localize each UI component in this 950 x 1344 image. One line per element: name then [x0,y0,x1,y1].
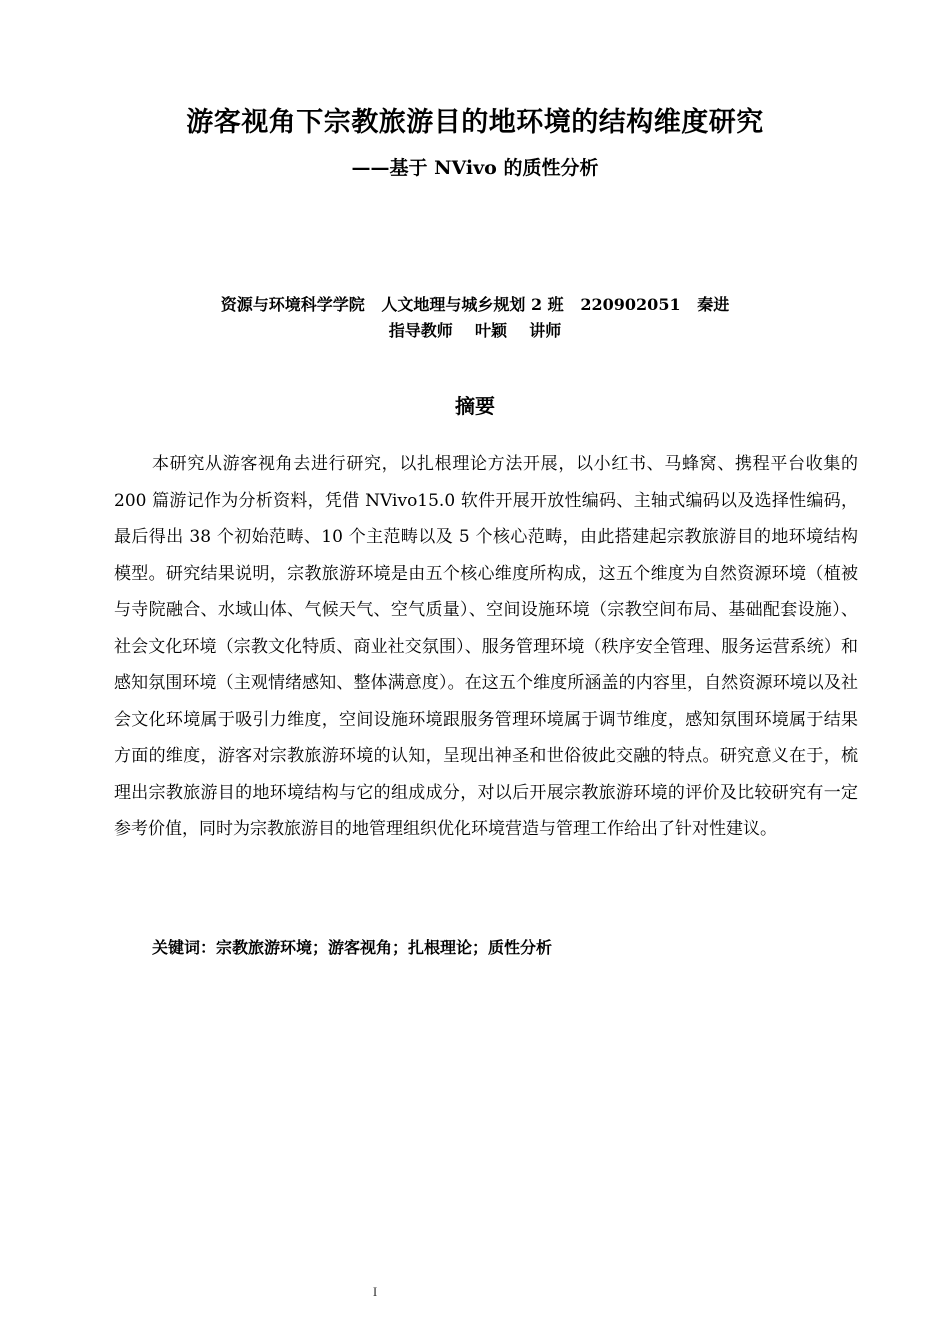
keywords-line: 关键词：宗教旅游环境；游客视角；扎根理论；质性分析 [152,938,553,957]
abstract-body: 本研究从游客视角去进行研究，以扎根理论方法开展，以小红书、马蜂窝、携程平台收集的 200 篇游记作为分析资料，凭借 NVivo15.0 软件开展开放性编码、主轴式编码以及选择性编码，最后得出 38 个初始范畴、10 个主范畴以及 5 个核心范畴，由此搭建起宗教旅游目的地环境结构模型。研究结果说明，宗教旅游环境是由五个核心维度所构成，这五个维度为自然资源环境（植被与寺院融合、水域山体、气候天气、空气质量）、空间设施环境（宗教空间布局、基础配套设施）、社会文化环境（宗教文化特质、商业社交氛围）、服务管理环境（秩序安全管理、服务运营系统）和感知氛围环境（主观情绪感知、整体满意度）。在这五个维度所涵盖的内容里，自然资源环境以及社会文化环境属于吸引力维度，空间设施环境跟服务管理环境属于调节维度，感知氛围环境属于结果方面的维度，游客对宗教旅游环境的认知，呈现出神圣和世俗彼此交融的特点。研究意义在于，梳理出宗教旅游目的地环境结构与它的组成成分，对以后开展宗教旅游环境的评价及比较研究有一定参考价值，同时为宗教旅游目的地管理组织优化环境营造与管理工作给出了针对性建议。 [114,454,858,839]
abstract-heading: 摘要 [455,394,495,418]
advisor-line: 指导教师 叶颖 讲师 [388,321,562,340]
page-subtitle: ——基于 NVivo 的质性分析 [351,157,599,179]
page-title: 游客视角下宗教旅游目的地环境的结构维度研究 [186,107,764,138]
author-affiliation: 资源与环境科学学院 人文地理与城乡规划 2 班 220902051 秦进 [220,295,730,314]
page-number: I [372,1284,378,1299]
